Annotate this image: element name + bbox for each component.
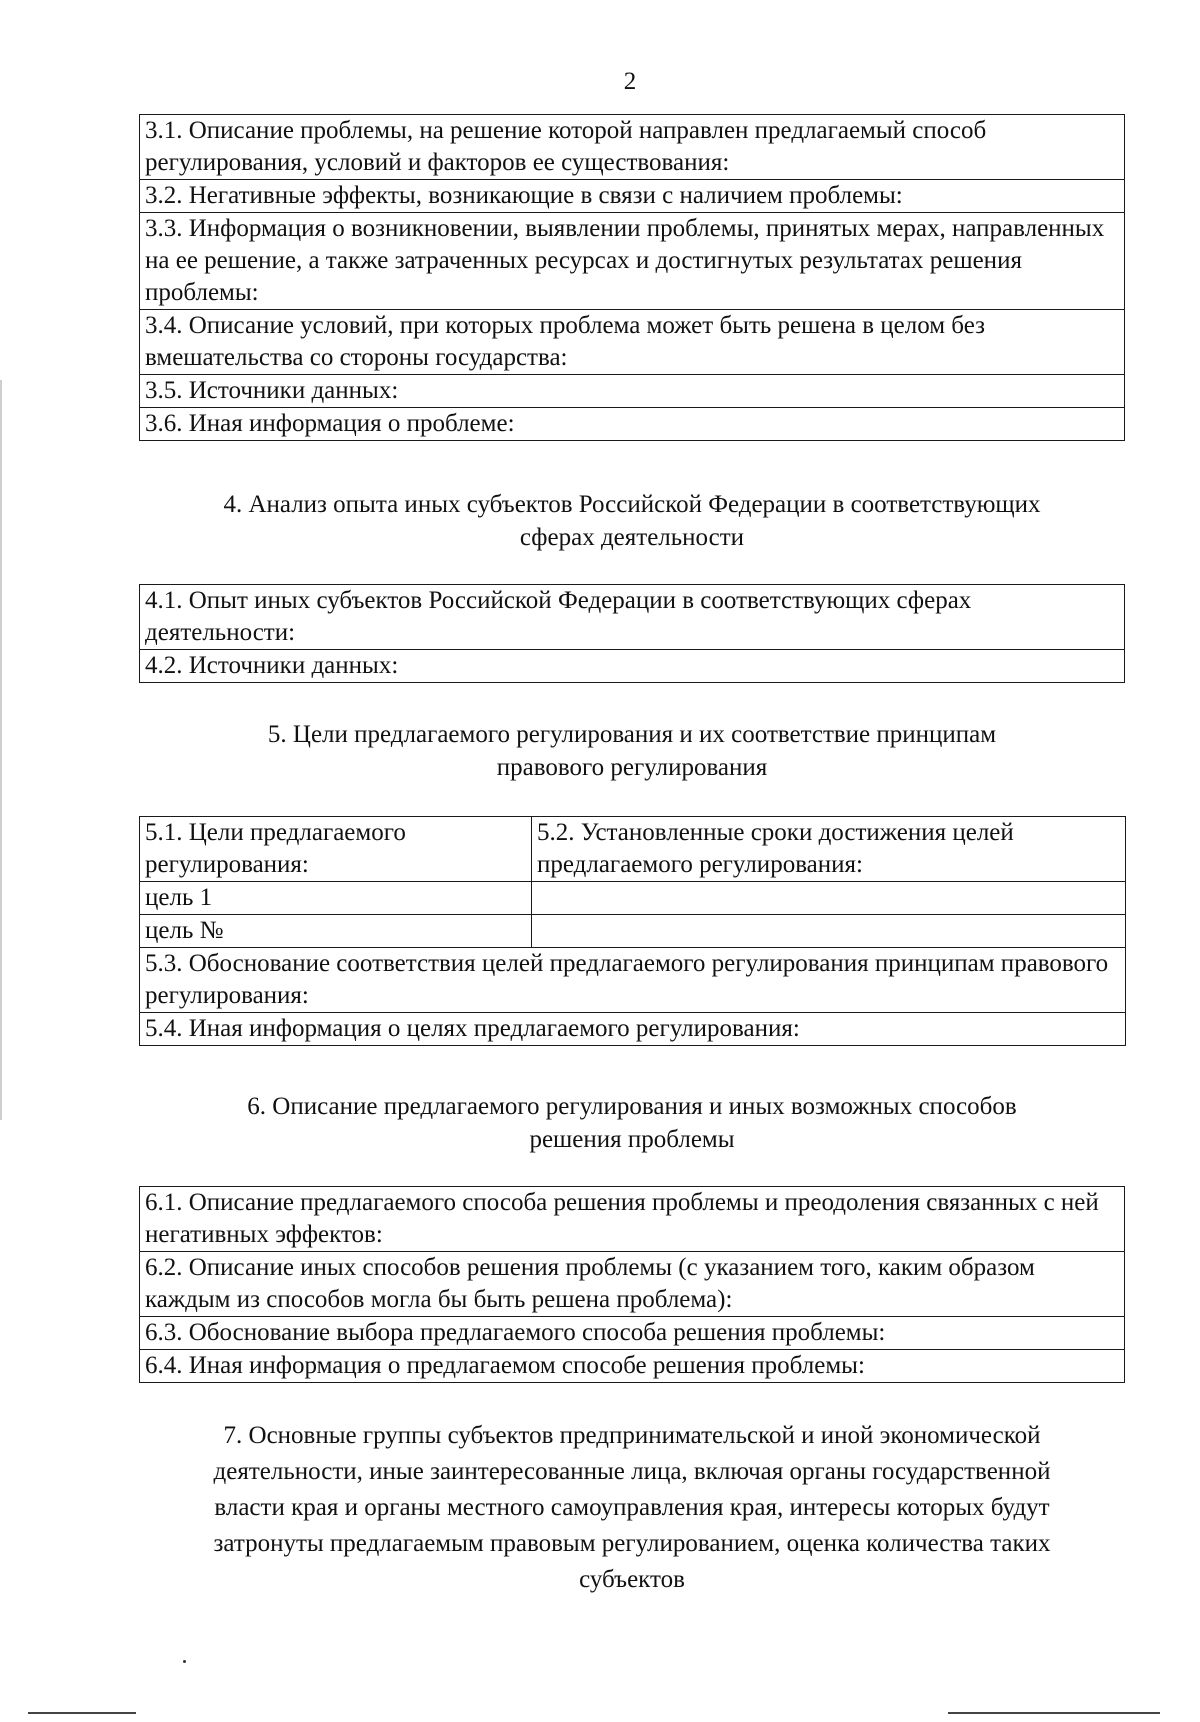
section-7-heading-line-5: субъектов (579, 1566, 685, 1593)
section-5-heading-line-2: правового регулирования (496, 754, 768, 781)
row-6-2: 6.2. Описание иных способов решения проблемы (с указанием того, каким образом каждым из способов могла бы быть решена проблема): (140, 1252, 1125, 1317)
row-3-2: 3.2. Негативные эффекты, возникающие в связи с наличием проблемы: (140, 180, 1125, 213)
table-row (140, 375, 1125, 408)
row-3-3: 3.3. Информация о возникновении, выявлении проблемы, принятых мерах, направленных на ее решение, а также затраченных ресурсах и достигнутых результатах решения проблемы: (140, 213, 1125, 310)
table-row (140, 310, 1125, 375)
row-3-1: 3.1. Описание проблемы, на решение которой направлен предлагаемый способ регулирования, условий и факторов ее существования: (140, 115, 1125, 180)
section-4-heading (139, 488, 1125, 554)
section-3-table (139, 114, 1125, 441)
section-4-heading-line-2: сферах деятельности (519, 524, 745, 551)
page-number: 2 (623, 68, 637, 95)
section-4-heading-line-1: 4. Анализ опыта иных субъектов Российской Федерации в соответствующих (223, 491, 1041, 518)
table-row (140, 115, 1125, 180)
row-5-3: 5.3. Обоснование соответствия целей предлагаемого регулирования принципам правового регулирования: (140, 948, 1126, 1013)
row-6-4: 6.4. Иная информация о предлагаемом способе решения проблемы: (140, 1350, 1125, 1383)
deadlines-header: 5.2. Установленные сроки достижения целей предлагаемого регулирования: (532, 817, 1126, 882)
section-5-heading (139, 718, 1125, 784)
row-3-4: 3.4. Описание условий, при которых проблема может быть решена в целом без вмешательства со стороны государства: (140, 310, 1125, 375)
bottom-rule-left (28, 1712, 136, 1714)
table-row (140, 585, 1125, 650)
row-4-1: 4.1. Опыт иных субъектов Российской Федерации в соответствующих сферах деятельности: (140, 585, 1125, 650)
goal-1-cell: цель 1 (140, 882, 532, 915)
goal-1-deadline-cell (532, 882, 1126, 915)
table-row (140, 915, 1126, 948)
row-6-1: 6.1. Описание предлагаемого способа решения проблемы и преодоления связанных с ней негативных эффектов: (140, 1187, 1125, 1252)
section-7-heading-line-2: деятельности, иные заинтересованные лица, включая органы государственной (213, 1458, 1051, 1485)
table-row (140, 1252, 1125, 1317)
row-4-2: 4.2. Источники данных: (140, 650, 1125, 683)
scan-speck (183, 1660, 186, 1663)
row-6-3: 6.3. Обоснование выбора предлагаемого способа решения проблемы: (140, 1317, 1125, 1350)
scan-edge-mark (0, 380, 2, 1120)
table-row (140, 1350, 1125, 1383)
table-row (140, 817, 1126, 882)
table-row (140, 948, 1126, 1013)
section-5-heading-line-1: 5. Цели предлагаемого регулирования и их соответствие принципам (267, 721, 997, 748)
table-row (140, 650, 1125, 683)
section-6-heading (139, 1090, 1125, 1156)
section-6-heading-line-1: 6. Описание предлагаемого регулирования и иных возможных способов (247, 1093, 1017, 1120)
table-row (140, 1013, 1126, 1046)
row-3-5: 3.5. Источники данных: (140, 375, 1125, 408)
goal-n-deadline-cell (532, 915, 1126, 948)
table-row (140, 882, 1126, 915)
table-row (140, 213, 1125, 310)
table-row (140, 408, 1125, 441)
goal-n-cell: цель № (140, 915, 532, 948)
table-row (140, 180, 1125, 213)
table-row (140, 1187, 1125, 1252)
row-3-6: 3.6. Иная информация о проблеме: (140, 408, 1125, 441)
goals-header: 5.1. Цели предлагаемого регулирования: (140, 817, 532, 882)
section-7-heading-line-3: власти края и органы местного самоуправления края, интересы которых будут (214, 1494, 1050, 1521)
section-6-heading-line-2: решения проблемы (529, 1126, 735, 1153)
section-5-table (139, 816, 1126, 1046)
section-7-heading (139, 1418, 1125, 1598)
section-6-table (139, 1186, 1125, 1383)
bottom-rule-right (948, 1712, 1160, 1714)
section-4-table (139, 584, 1125, 683)
section-7-heading-line-4: затронуты предлагаемым правовым регулированием, оценка количества таких (213, 1530, 1051, 1557)
table-row (140, 1317, 1125, 1350)
row-5-4: 5.4. Иная информация о целях предлагаемого регулирования: (140, 1013, 1126, 1046)
section-7-heading-line-1: 7. Основные группы субъектов предпринимательской и иной экономической (223, 1422, 1041, 1449)
